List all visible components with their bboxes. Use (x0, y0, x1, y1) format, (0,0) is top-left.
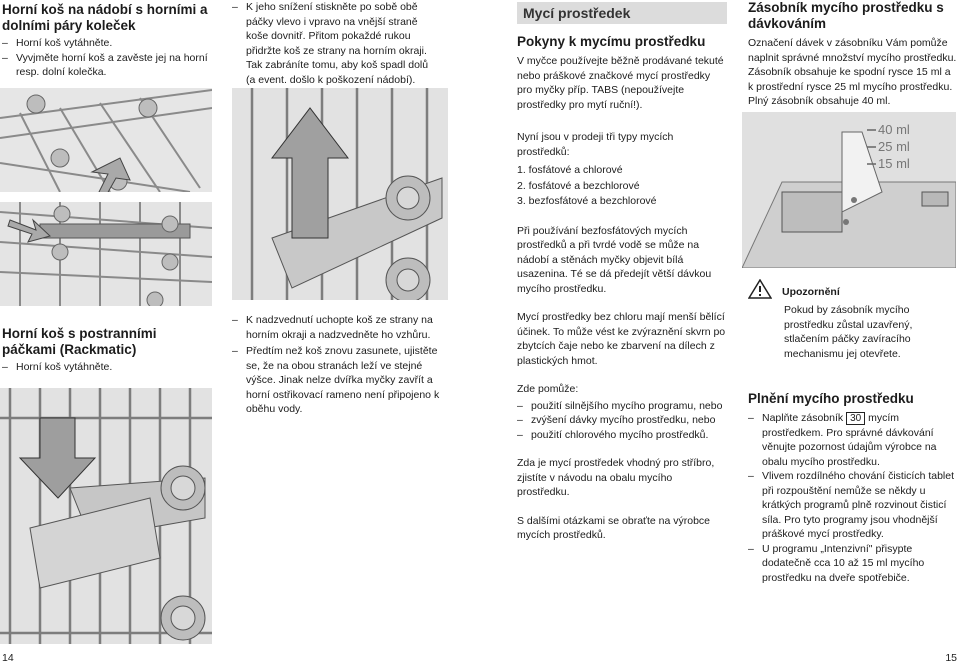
list-item: – Vlivem rozdílného chování čisticích tablet při rozpouštění nemůže se někdy u krátkých programů plně rozvinout čisticí síla. Pro tyto programy jsou vhodnější práškové mycí prostředky. (748, 469, 958, 542)
list-item: – použití silnějšího mycího programu, nebo (517, 399, 727, 414)
list-item: – K nadzvednutí uchopte koš ze strany na horním okraji a nadzvedněte ho vzhůru. (232, 313, 442, 342)
list-item: – použití chlorového mycího prostředků. (517, 428, 727, 443)
section-title: Mycí prostředek (517, 2, 727, 24)
list-item: – zvýšení dávky mycího prostředku, nebo (517, 413, 727, 428)
list-item: – Vyvjměte horní koš a zavěste jej na horní resp. dolní kolečka. (2, 51, 212, 80)
warning-icon (748, 279, 772, 304)
list-item: 2. fosfátové a bezchlorové (517, 179, 640, 192)
list-item: – Horní koš vytáhněte. (2, 36, 212, 51)
paragraph: Zde pomůže: (517, 383, 579, 395)
rackmatic-basket-raise-illustration (232, 88, 448, 300)
list-item: 3. bezfosfátové a bezchlorové (517, 195, 657, 207)
paragraph: V myčce používejte běžně prodávané tekuté nebo práškové značkové mycí prostředky pro myčky příp. TABS (nepoužívejte prostředky pro mytí ruční!). (517, 55, 724, 111)
warning-text: Pokud by zásobník mycího prostředku zůstal uzavřený, stlačením páčky zavíracího mechanismu jej otevřete. (784, 304, 913, 360)
page-number-left: 14 (2, 652, 14, 664)
paragraph: Zda je mycí prostředek vhodný pro stříbro, zjistíte v návodu na obalu mycího prostředku. (517, 457, 715, 498)
heading-upper-basket-wheels: Horní koš na nádobí s horními a dolními páry koleček (2, 2, 208, 33)
paragraph: S dalšími otázkami se obraťte na výrobce mycích prostředků. (517, 514, 711, 541)
warning-title: Upozornění (782, 286, 840, 298)
dose-label-25: 25 ml (878, 139, 910, 154)
heading-filling: Plnění mycího prostředku (748, 391, 914, 406)
page-number-right: 15 (945, 652, 957, 664)
paragraph: Označení dávek v zásobníku Vám pomůže naplnit správné množství mycího prostředku. Zásobník obsahuje ke spodní rysce 15 ml a k prostřední rysce 25 ml mycího prostředku. Plný zásobník obsahuje 40 ml. (748, 37, 957, 107)
paragraph: Při používání bezfosfátových mycích prostředků a při tvrdé vodě se může na nádobí a stěnách myčky objevit bílá usazenina. Té se dá předejít větší dávkou mycího prostředku. (517, 224, 712, 295)
dose-label-40: 40 ml (878, 122, 910, 137)
list-item: – U programu „Intenzivní" přisypte dodatečně cca 10 až 15 ml mycího prostředku na dveře spotřebiče. (748, 542, 958, 586)
dose-label-15: 15 ml (878, 156, 910, 171)
reference-number-box: 30 (846, 412, 865, 425)
dispenser-illustration (742, 112, 956, 268)
list-item: – Horní koš vytáhněte. (2, 360, 212, 375)
paragraph: Nyní jsou v prodeji tři typy mycích prostředků: (517, 131, 674, 158)
paragraph: Mycí prostředky bez chloru mají menší bělící účinek. To může vést ke zvýraznění skvrn po zbytcích čaje nebo ke zbarvení na dílech z plastických hmot. (517, 311, 726, 367)
list-item: – K jeho snížení stiskněte po sobě obě páčky vlevo i vpravo na vnější straně koše dovnitř. Přitom pokaždé rukou přidržte koš ze strany na horním okraji. Tak zabráníte tomu, aby koš spadl dolů (a event. došlo k poškození nádobí). (232, 0, 432, 87)
list-item: – Předtím než koš znovu zasunete, ujistěte se, že na obou stranách leží ve stejné výšce. Jinak nelze dvířka myčky zavřít a horní ostřikovací rameno není připojeno k oběhu vody. (232, 344, 442, 417)
list-item: 1. fosfátové a chlorové (517, 164, 623, 176)
upper-basket-illustration (0, 202, 212, 306)
list-item: – Naplňte zásobník 30 mycím prostředkem. Pro správné dávkování věnujte pozornost údajům výrobce na obalu mycího prostředku. (748, 411, 958, 469)
heading-dispenser: Zásobník mycího prostředku s dávkováním (748, 0, 944, 31)
heading-rackmatic: Horní koš s postranními páčkami (Rackmatic) (2, 326, 157, 357)
rackmatic-basket-illustration (0, 388, 212, 644)
upper-basket-illustration (0, 88, 212, 192)
heading-detergent-notes: Pokyny k mycímu prostředku (517, 34, 706, 49)
